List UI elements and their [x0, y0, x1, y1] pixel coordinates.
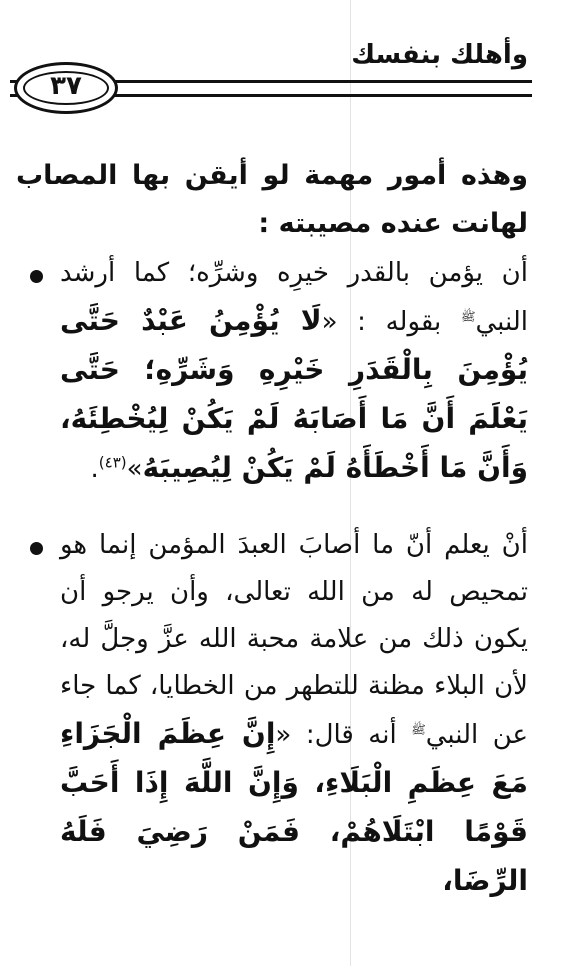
hadith-text: لَا يُؤْمِنُ عَبْدٌ حَتَّى يُؤْمِنَ بِالْقَدَرِ خَيْرِهِ وَشَرِّهِ؛ حَتَّى يَعْلَمَ أَنَّ مَا أَصَابَهُ لَمْ يَكُنْ لِيُخْطِئَهُ، وَأَنَّ مَا أَخْطَأَهُ لَمْ يَكُنْ لِيُصِيبَهُ [60, 304, 528, 484]
bullet-dot-icon [30, 270, 43, 283]
bullet-lead-text: أن يؤمن بالقدر خيرِه وشرِّه؛ كما أرشد النبي [60, 258, 528, 337]
footnote-marker: (٤٣) [98, 453, 127, 472]
quote-close: » [126, 454, 143, 484]
bullet-dot-icon [30, 542, 43, 555]
intro-paragraph: وهذه أمور مهمة لو أيقن بها المصاب لهانت عنده مصيبته : [16, 160, 528, 239]
bullet-item-trial-purification [16, 522, 528, 906]
bullet-mid-text: بقوله : « [321, 307, 442, 337]
bullet-paragraph [60, 250, 528, 493]
salawat-honorific-icon: ﷺ [411, 722, 426, 737]
bullet-item-faith-in-decree [16, 250, 528, 493]
bullet-mid-text: أنه قال: « [275, 720, 397, 750]
salawat-honorific-icon: ﷺ [460, 309, 476, 324]
page-number-badge [14, 62, 118, 114]
hadith-text: إِنَّ عِظَمَ الْجَزَاءِ مَعَ عِظَمِ الْبَلَاءِ، وَإِنَّ اللَّهَ إِذَا أَحَبَّ قَوْمًا ابْتَلَاهُمْ، فَمَنْ رَضِيَ فَلَهُ الرِّضَا، [60, 717, 528, 897]
running-title: وأهلك بنفسك [351, 40, 528, 70]
page-number: ٣٧ [50, 71, 82, 101]
bullet-lead-text: أنْ يعلم أنّ ما أصابَ العبدَ المؤمن إنما هو تمحيص له من الله تعالى، وأن يرجو أن يكون ذلك من علامة محبة الله عزَّ وجلَّ له، لأن البلاء مظنة للتطهر من الخطايا، كما جاء عن النبي [60, 530, 529, 750]
bullet-end: . [90, 454, 99, 484]
bullet-paragraph [60, 522, 528, 906]
